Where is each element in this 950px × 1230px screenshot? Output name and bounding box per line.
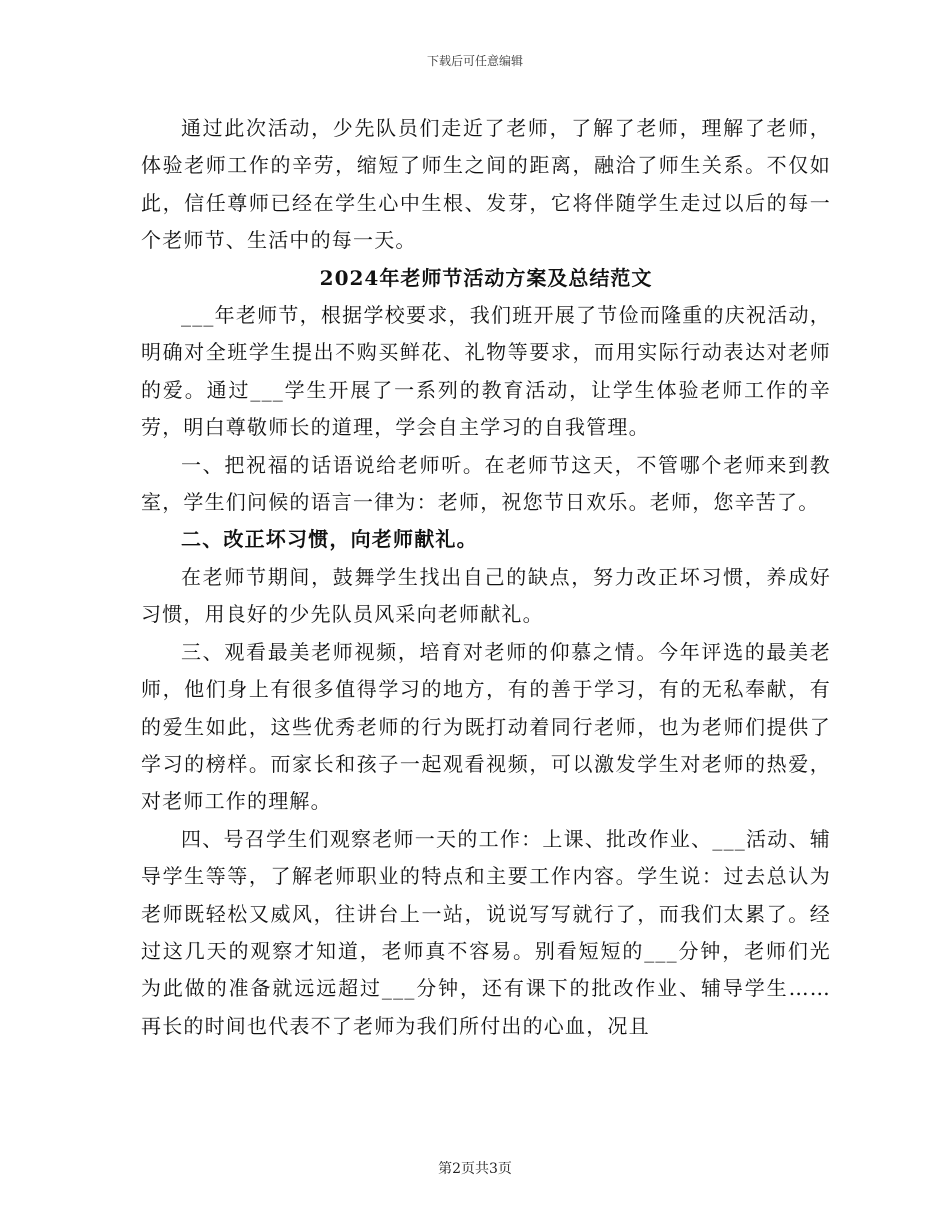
paragraph: 三、观看最美老师视频，培育对老师的仰慕之情。今年评选的最美老师，他们身上有很多值得学习的地方，有的善于学习，有的无私奉献，有的爱生如此，这些优秀老师的行为既打动着同行老师，也为老师们提供了学习的榜样。而家长和孩子一起观看视频，可以激发学生对老师的热爱，对老师工作的理解。 (141, 639, 831, 814)
intro-paragraph: 通过此次活动，少先队员们走近了老师，了解了老师，理解了老师，体验老师工作的辛劳，缩短了师生之间的距离，融洽了师生关系。不仅如此，信任尊师已经在学生心中生根、发芽，它将伴随学生走过以后的每一个老师节、生活中的每一天。 (141, 116, 831, 253)
page-footer: 第2页共3页 (438, 1161, 512, 1177)
paragraph: 四、号召学生们观察老师一天的工作：上课、批改作业、___活动、辅导学生等等，了解老师职业的特点和主要工作内容。学生说：过去总认为老师既轻松又威风，往讲台上一站，说说写写就行了，而我们太累了。经过这几天的观察才知道，老师真不容易。别看短短的___分钟，老师们光为此做的准备就远远超过___分钟，还有课下的批改作业、辅导学生……再长的时间也代表不了老师为我们所付出的心血，况且 (141, 826, 831, 1038)
document-title: 2024年老师节活动方案及总结范文 (319, 265, 653, 290)
paragraph: ___年老师节，根据学校要求，我们班开展了节俭而隆重的庆祝活动，明确对全班学生提出不购买鲜花、礼物等要求，而用实际行动表达对老师的爱。通过___学生开展了一系列的教育活动，让学生体验老师工作的辛劳，明白尊敬师长的道理，学会自主学习的自我管理。 (141, 303, 831, 440)
section-heading: 二、改正坏习惯，向老师献礼。 (181, 527, 478, 552)
paragraph: 在老师节期间，鼓舞学生找出自己的缺点，努力改正坏习惯，养成好习惯，用良好的少先队员风采向老师献礼。 (141, 564, 831, 627)
page-header: 下载后可任意编辑 (426, 54, 523, 68)
document-body (141, 110, 831, 1045)
paragraph: 一、把祝福的话语说给老师听。在老师节这天，不管哪个老师来到教室，学生们问候的语言一律为：老师，祝您节日欢乐。老师，您辛苦了。 (141, 452, 831, 515)
